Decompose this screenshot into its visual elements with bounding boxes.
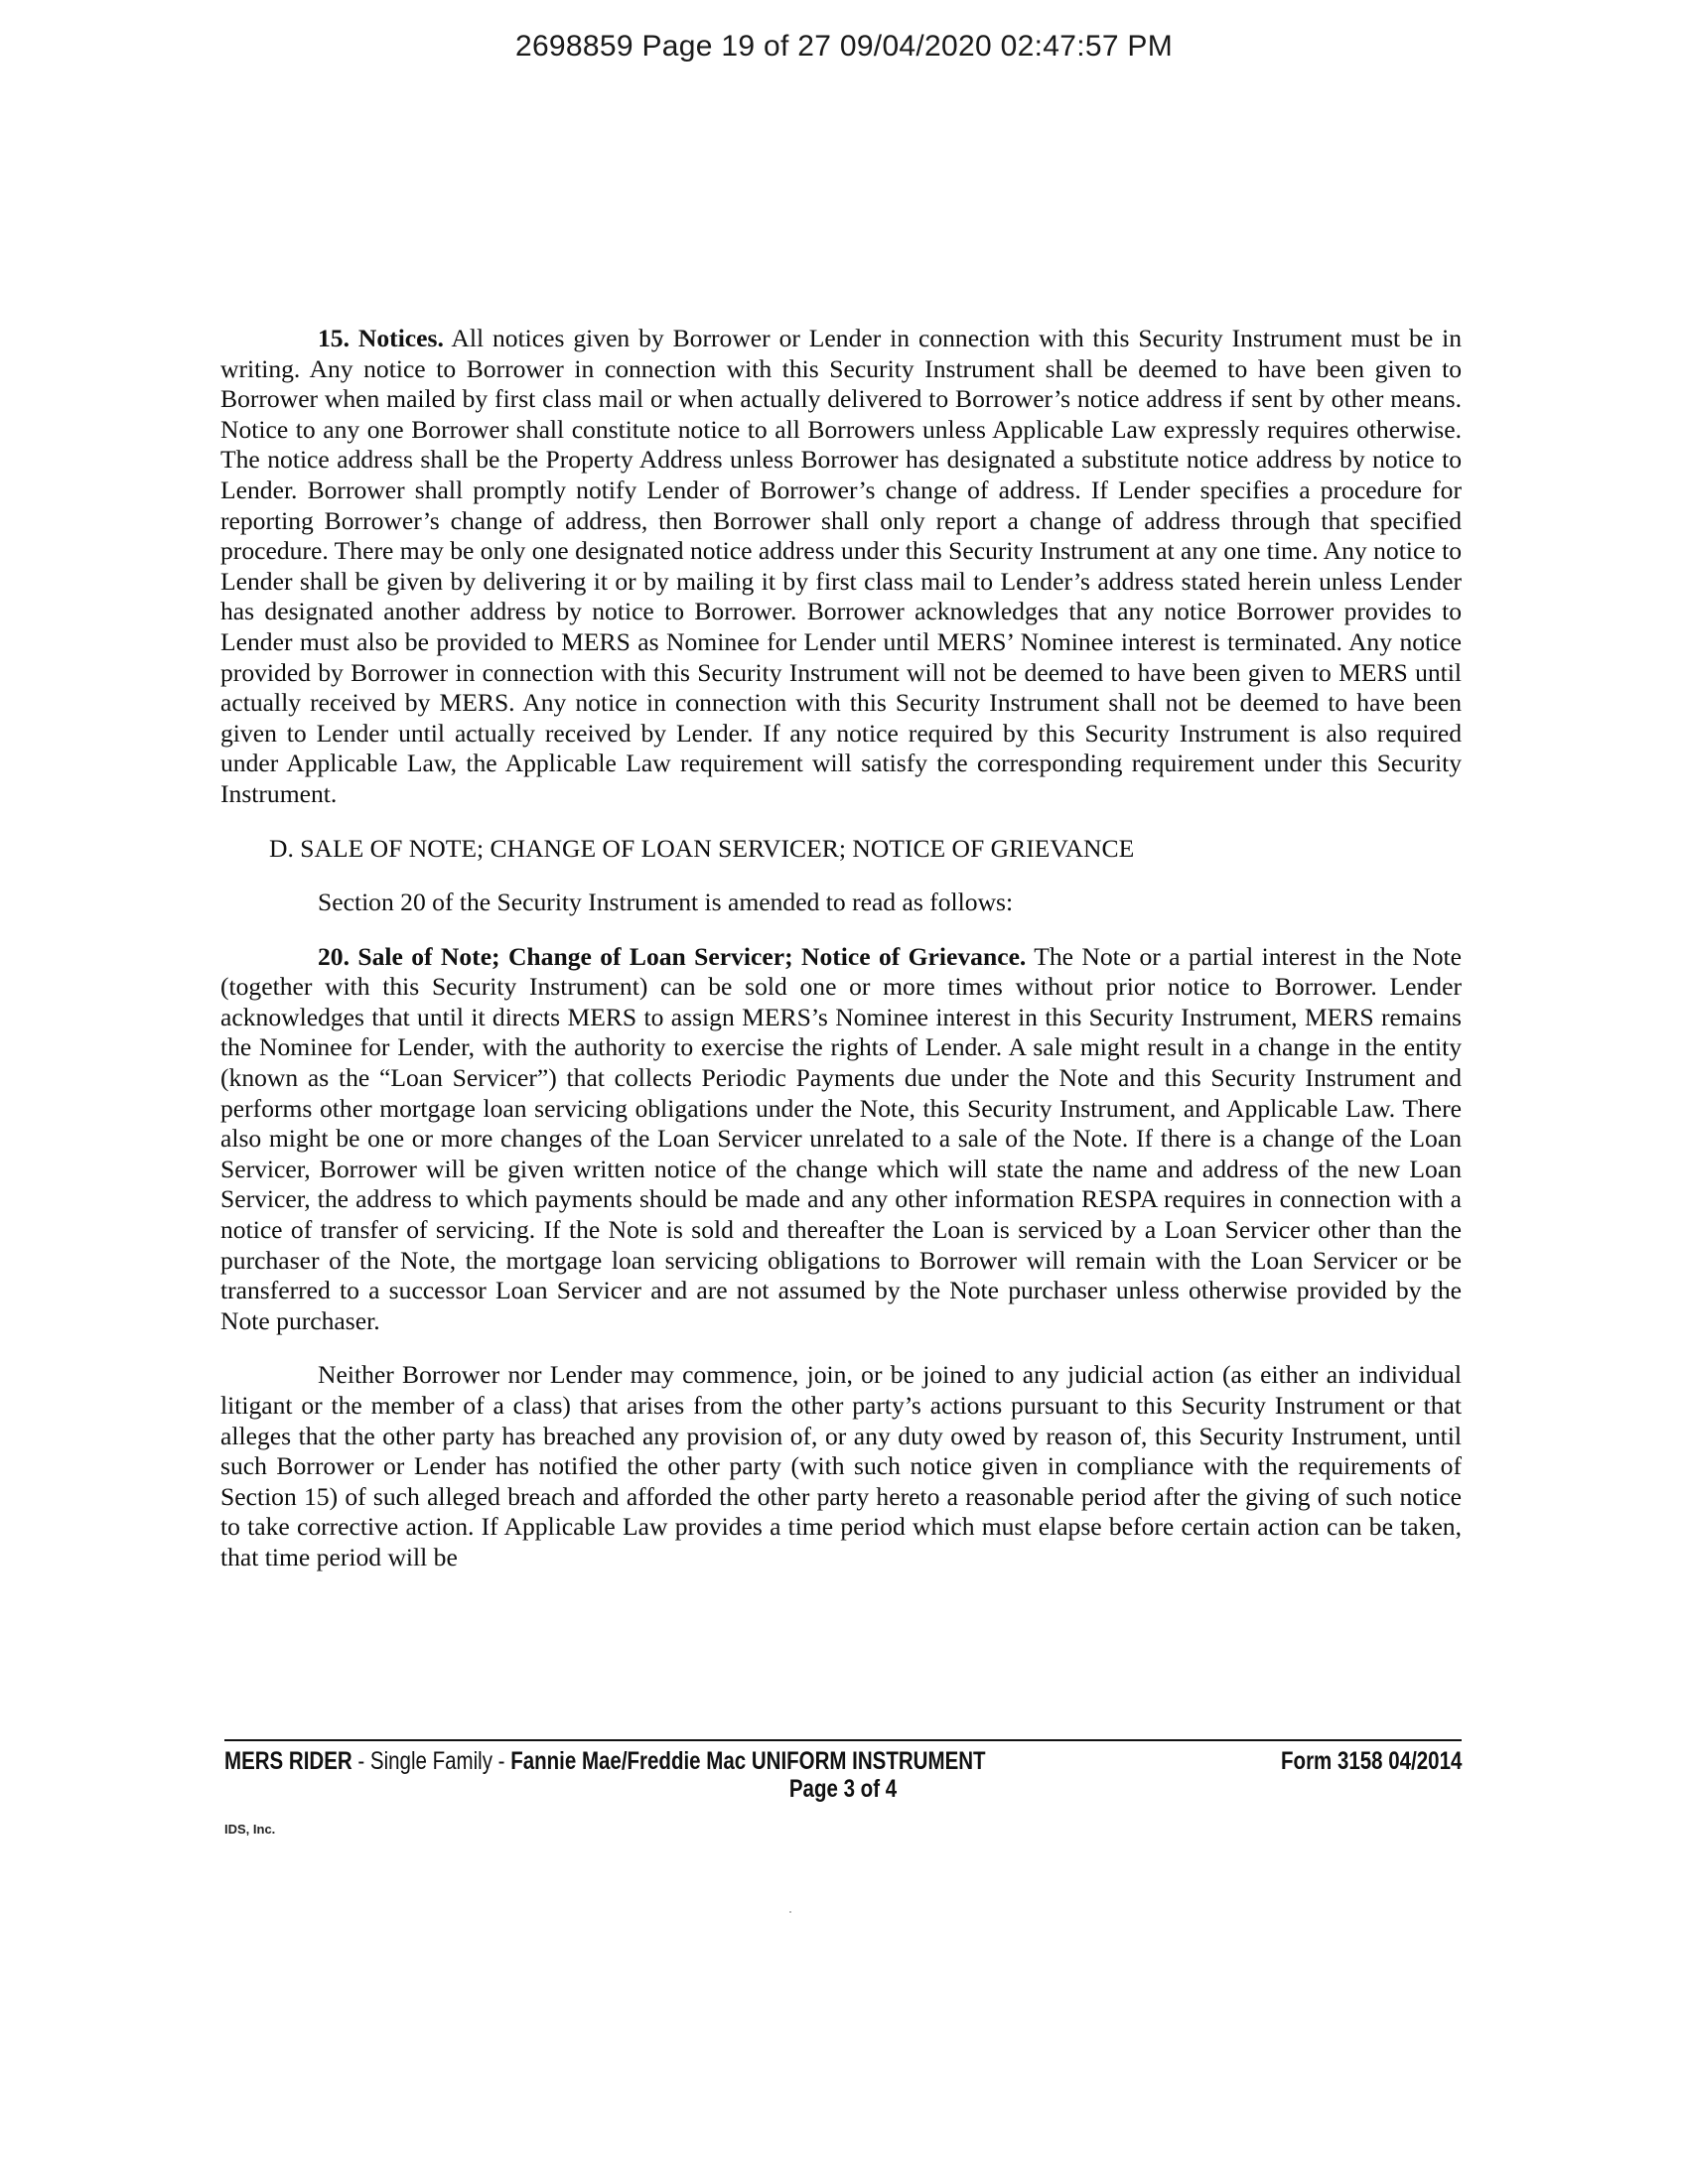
footer-rider-label: MERS RIDER	[224, 1747, 352, 1775]
scan-speck	[789, 1911, 791, 1913]
form-footer	[224, 1739, 1462, 1805]
sale-text: The Note or a partial interest in the Note (together with this Security Instrument) can be sold one or more times without prior notice to Borrower. Lender acknowledges that until it directs MERS to assign MERS’s Nominee interest in this Security Instrument, MERS remains the Nominee for Lender, with the authority to exercise the rights of Lender. A sale might result in a change in the entity (known as the “Loan Servicer”) that collects Periodic Payments due under the Note and this Security Instrument and performs other mortgage loan servicing obligations under the Note, this Security Instrument, and Applicable Law. There also might be one or more changes of the Loan Servicer unrelated to a sale of the Note. If there is a change of the Loan Servicer, Borrower will be given written notice of the change which will state the name and address of the new Loan Servicer, the address to which payments should be made and any other information RESPA requires in connection with a notice of transfer of servicing. If the Note is sold and thereafter the Loan is serviced by a Loan Servicer other than the purchaser of the Note, the mortgage loan servicing obligations to Borrower will remain with the Loan Servicer or be transferred to a successor Loan Servicer and are not assumed by the Note purchaser unless otherwise provided by the Note purchaser.	[220, 941, 1462, 1335]
section-d-title: D. SALE OF NOTE; CHANGE OF LOAN SERVICER; NOTICE OF GRIEVANCE	[269, 833, 1135, 863]
footer-page-number: Page 3 of 4	[788, 1775, 898, 1803]
document-body	[220, 324, 1462, 1573]
notices-heading: 15. Notices.	[318, 324, 444, 352]
vendor-label: IDS, Inc.	[224, 1822, 276, 1837]
footer-rider-type: - Single Family -	[352, 1747, 511, 1775]
footer-uniform-label: Fannie Mae/Freddie Mac UNIFORM INSTRUMENT	[510, 1747, 986, 1775]
sale-heading: 20. Sale of Note; Change of Loan Servicer; Notice of Grievance.	[318, 941, 1027, 971]
neither-paragraph: Neither Borrower nor Lender may commence, join, or be joined to any judicial action (as either an individual litigant or the member of a class) that arises from the other party’s actions pursuant to this Security Instrument or that alleges that the other party has breached any provision of, or any duty owed by reason of, this Security Instrument, until such Borrower or Lender has notified the other party (with such notice given in compliance with the requirements of Section 15) of such alleged breach and afforded the other party hereto a reasonable period after the giving of such notice to take corrective action. If Applicable Law provides a time period which must elapse before certain action can be taken, that time period will be	[220, 1360, 1462, 1571]
amendment-line: Section 20 of the Security Instrument is amended to read as follows:	[318, 887, 1014, 917]
recording-stamp: 2698859 Page 19 of 27 09/04/2020 02:47:57 PM	[514, 30, 1174, 63]
sale-paragraph	[220, 942, 1462, 1337]
footer-form-title	[224, 1747, 986, 1776]
footer-form-number: Form 3158 04/2014	[1280, 1747, 1462, 1775]
notices-text: All notices given by Borrower or Lender in connection with this Security Instrument must be in writing. Any notice to Borrower in connection with this Security Instrument shall be deemed to have been given to Borrower when mailed by first class mail or when actually delivered to Borrower’s notice address if sent by other means. Notice to any one Borrower shall constitute notice to all Borrowers unless Applicable Law expressly requires otherwise. The notice address shall be the Property Address unless Borrower has designated a substitute notice address by notice to Lender. Borrower shall promptly notify Lender of Borrower’s change of address. If Lender specifies a procedure for reporting Borrower’s change of address, then Borrower shall only report a change of address through that specified procedure. There may be only one designated notice address under this Security Instrument at any one time. Any notice to Lender shall be given by delivering it or by mailing it by first class mail to Lender’s address stated herein unless Lender has designated another address by notice to Borrower. Borrower acknowledges that any notice Borrower provides to Lender must also be provided to MERS as Nominee for Lender until MERS’ Nominee interest is terminated. Any notice provided by Borrower in connection with this Security Instrument will not be deemed to have been given to MERS until actually received by MERS. Any notice in connection with this Security Instrument shall not be deemed to have been given to Lender until actually received by Lender. If any notice required by this Security Instrument is also required under Applicable Law, the Applicable Law requirement will satisfy the corresponding requirement under this Security Instrument.	[220, 324, 1463, 808]
notices-paragraph	[220, 324, 1462, 810]
